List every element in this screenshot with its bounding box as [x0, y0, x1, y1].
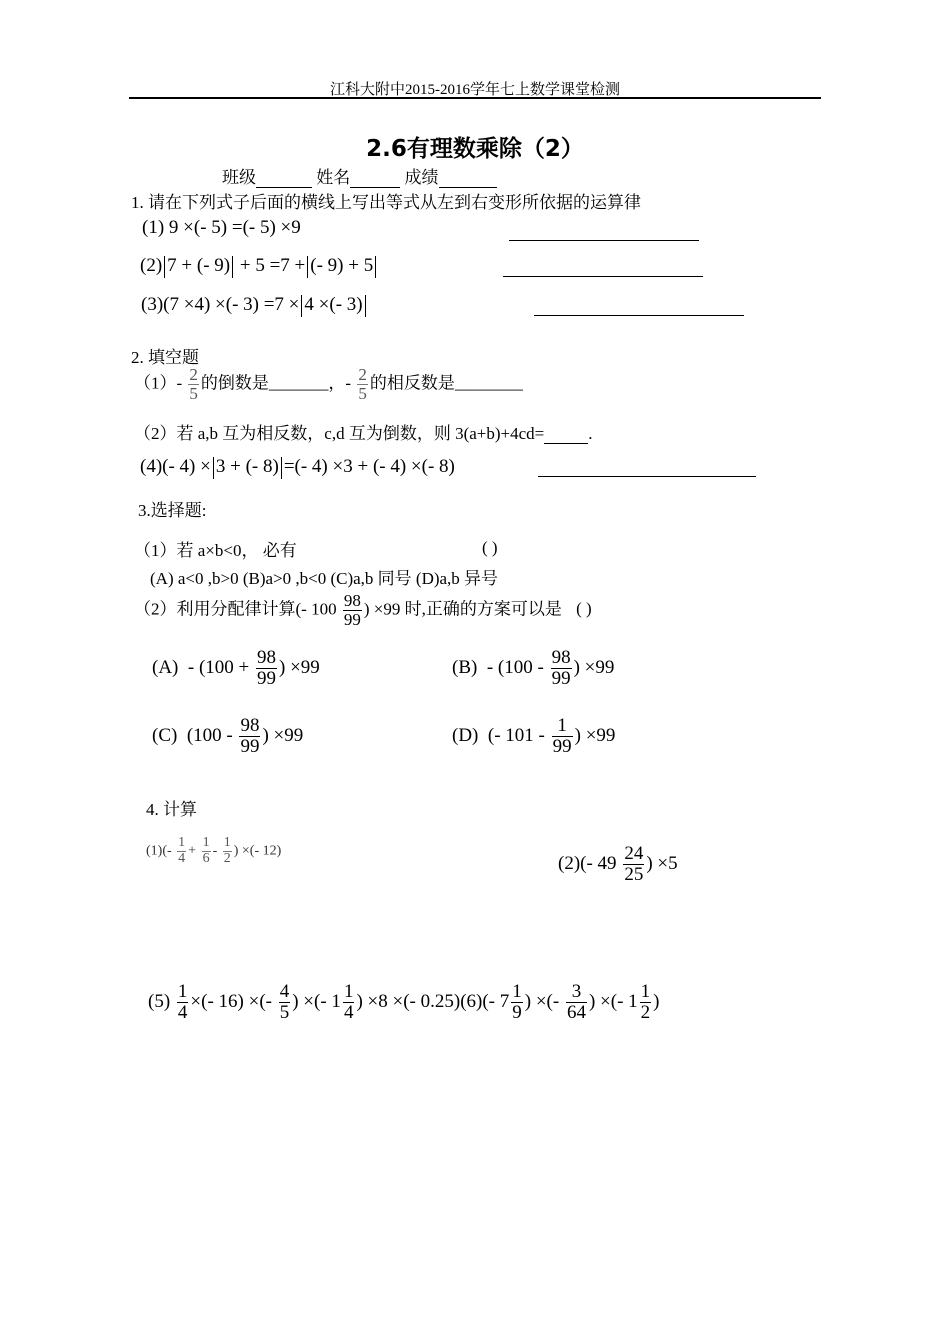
name-blank[interactable]	[350, 169, 400, 188]
q1-item3-abs: 4 ×(- 3)	[304, 294, 363, 315]
q3-item1-options: (A) a<0 ,b>0 (B)a>0 ,b<0 (C)a,b 同号 (D)a,b 异号	[150, 569, 499, 588]
score-label: 成绩	[404, 168, 439, 187]
q2-item4	[140, 456, 455, 479]
q4-item6-frac2: $\frac{3}{64}$	[566, 981, 586, 1023]
q4-item5-frac3: $\frac{1}{4}$	[343, 981, 354, 1023]
fraction-98-99: $\frac{98}{99}$	[343, 591, 361, 629]
q4-item2-end: ) ×5	[646, 852, 678, 874]
q4-item1-end: ) ×(- 12)	[233, 843, 282, 859]
q1-item1-blank[interactable]	[509, 222, 699, 241]
q1-item2-blank[interactable]	[503, 258, 703, 277]
fraction-2-5: $\frac{2}{5}$	[189, 365, 198, 403]
q4-item1-minus: -	[212, 843, 218, 859]
q1-item2-prefix: (2)	[140, 255, 163, 276]
q4-item6-end: )	[653, 990, 660, 1012]
q4-item6-frac1: $\frac{1}{9}$	[512, 981, 522, 1023]
q2-item4-abs: 3 + (- 8)	[215, 456, 279, 477]
q4-item1-start: (1)(-	[146, 843, 172, 859]
q4-item2-start: (2)(- 49	[558, 852, 617, 874]
student-info	[222, 163, 497, 188]
q3-item2	[134, 592, 592, 629]
header-divider	[129, 97, 821, 99]
q3-item2-prefix: （2）利用分配律计算(- 100	[134, 599, 337, 619]
q4-item6-mid1: ) ×(-	[524, 990, 560, 1012]
option-d-right: ) ×99	[574, 724, 616, 746]
option-a-right: ) ×99	[279, 656, 320, 678]
q4-item6-frac3: $\frac{1}{2}$	[640, 981, 651, 1023]
q2-item2-text: （2）若 a,b 互为相反数，c,d 互为倒数，则 3(a+b)+4cd=	[134, 424, 545, 443]
q4-item1-frac3: $\frac{1}{2}$	[223, 835, 231, 866]
option-c-label: (C)	[152, 724, 178, 746]
q1-item3-prefix: (3)(7 ×4) ×(- 3) =7 ×	[141, 294, 300, 315]
q3-heading: 3.选择题:	[138, 501, 207, 520]
option-c-right: ) ×99	[262, 724, 304, 746]
name-label: 姓名	[316, 168, 351, 187]
option-b-label: (B)	[452, 656, 478, 678]
q1-prompt: 1. 请在下列式子后面的横线上写出等式从左到右变形所依据的运算律	[131, 193, 641, 212]
q4-item1-frac1: $\frac{1}{4}$	[178, 835, 186, 866]
option-b-left: - (100 -	[486, 656, 544, 678]
q2-item4-blank[interactable]	[538, 458, 756, 477]
q1-item3-blank[interactable]	[534, 297, 744, 316]
q3-item1: （1）若 a×b<0， 必有	[134, 541, 297, 560]
q3-option-c[interactable]	[152, 716, 303, 757]
score-blank[interactable]	[439, 169, 497, 188]
option-b-fraction: $\frac{98}{99}$	[551, 647, 571, 689]
option-d-fraction: $\frac{1}{99}$	[552, 715, 572, 757]
q4-item5-frac2: $\frac{4}{5}$	[279, 981, 290, 1023]
q2-item2-period: .	[588, 424, 593, 443]
q4-item5-frac1: $\frac{1}{4}$	[177, 981, 188, 1023]
q4-item1	[146, 836, 281, 866]
q4-heading: 4. 计算	[146, 800, 197, 819]
class-label: 班级	[222, 168, 256, 187]
fraction-2-5-b: $\frac{2}{5}$	[358, 365, 367, 403]
q1-item2-mid: + 5 =7 +	[239, 255, 306, 276]
q3-option-d[interactable]	[452, 716, 615, 757]
q2-item1-end: 的相反数是________	[369, 373, 523, 393]
option-b-right: ) ×99	[573, 656, 615, 678]
q2-item2	[134, 419, 593, 444]
q4-item5-start: (5)	[148, 990, 171, 1012]
q4-item6-mid2: ) ×(- 1	[588, 990, 638, 1012]
q4-item5-mid2: ) ×(- 1	[292, 990, 341, 1012]
page-header: 江科大附中2015-2016学年七上数学课堂检测	[330, 82, 620, 98]
q4-item5-6	[148, 982, 659, 1023]
option-a-fraction: $\frac{98}{99}$	[257, 647, 277, 689]
q2-item2-blank[interactable]	[544, 425, 588, 444]
option-c-fraction: $\frac{98}{99}$	[240, 715, 260, 757]
q3-item2-answer-paren[interactable]: ( )	[576, 599, 592, 619]
option-d-label: (D)	[452, 724, 479, 746]
option-d-left: (- 101 -	[487, 724, 545, 746]
q1-item2	[140, 255, 378, 278]
q2-item4-rhs: =(- 4) ×3 + (- 4) ×(- 8)	[283, 456, 455, 477]
page-title: 2.6有理数乘除（2）	[366, 136, 584, 162]
q4-item1-plus: +	[188, 843, 197, 859]
option-c-left: (100 -	[186, 724, 233, 746]
q3-option-a[interactable]	[152, 648, 320, 689]
class-blank[interactable]	[256, 169, 312, 188]
option-a-label: (A)	[152, 656, 179, 678]
q4-item1-frac2: $\frac{1}{6}$	[202, 835, 210, 866]
q2-item1	[134, 366, 523, 403]
q2-item4-prefix: (4)(- 4) ×	[140, 456, 211, 477]
option-a-left: - (100 +	[187, 656, 250, 678]
q4-item6-start: (6)(- 7	[460, 990, 510, 1012]
q1-item2-abs1: 7 + (- 9)	[167, 255, 231, 276]
q3-option-b[interactable]	[452, 648, 614, 689]
q3-item2-suffix: ) ×99 时,正确的方案可以是	[363, 599, 562, 619]
q4-item2	[558, 844, 678, 885]
q2-item1-prefix: （1）-	[134, 373, 183, 393]
q4-item5-mid1: ×(- 16) ×(-	[190, 990, 272, 1012]
q1-item1: (1) 9 ×(- 5) =(- 5) ×9	[142, 217, 301, 238]
q4-item2-frac: $\frac{24}{25}$	[624, 843, 644, 885]
q1-item3	[141, 294, 368, 317]
q2-heading: 2. 填空题	[131, 348, 199, 367]
q2-item1-mid: 的倒数是_______，-	[200, 373, 352, 393]
q4-item5-end: ) ×8 ×(- 0.25)	[356, 990, 461, 1012]
q3-item1-answer-paren[interactable]: ( )	[482, 538, 498, 557]
q1-item2-abs2: (- 9) + 5	[310, 255, 374, 276]
